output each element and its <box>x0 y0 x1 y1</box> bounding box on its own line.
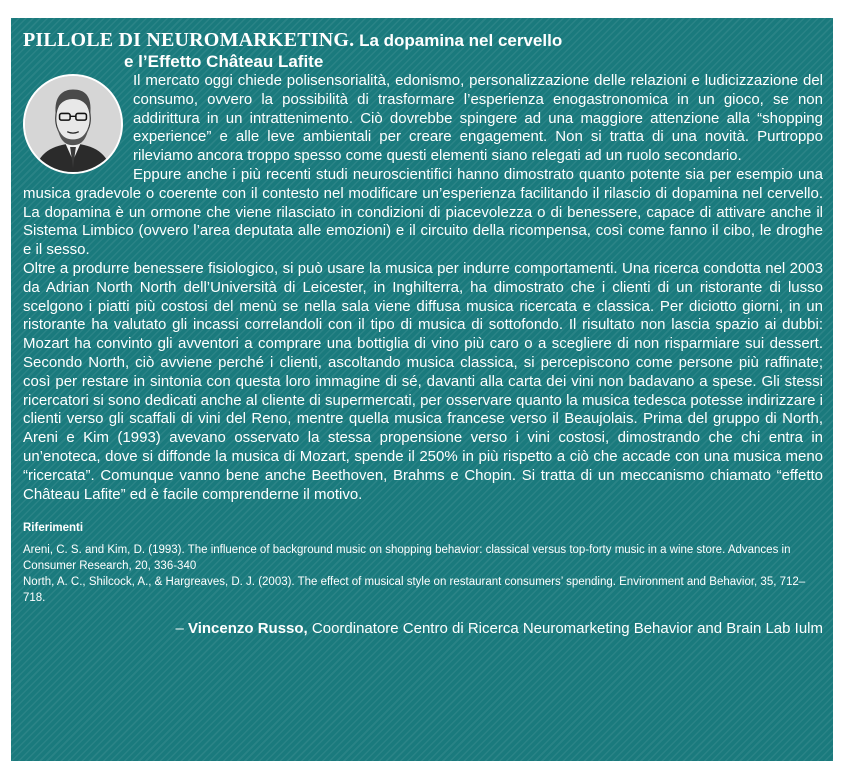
reference-item: Areni, C. S. and Kim, D. (1993). The influence of background music on shopping behavior: classical versus top-forty music in a wine store. Advances in Consumer Research, 20, 336-340 <box>23 544 791 573</box>
article-title <box>23 26 823 72</box>
references-title: Riferimenti <box>23 522 84 535</box>
title-bold: PILLOLE DI NEUROMARKETING. <box>23 29 355 51</box>
reference-item: North, A. C., Shilcock, A., & Hargreaves, D. J. (2003). The effect of musical style on restaurant consumers’ spending. Environment and Behavior, 35, 712–718. <box>23 576 806 605</box>
author-name: Vincenzo Russo, <box>187 620 308 638</box>
references-section <box>23 520 823 606</box>
article-body <box>23 72 823 504</box>
paragraph-1: Il mercato oggi chiede polisensorialità, edonismo, personalizzazione delle relazioni e ludicizzazione del consumo, ovvero la possibilità di trasformare l’esperienza enogastronomica in un gioco, se non addirittura in un intrattenimento. Ciò dovrebbe spingere ad una maggiore attenzione alla “shopping experience” e alle leve ambientali per creare engagement. Non si tratta di una novità. Purtroppo rileviamo ancora troppo spesso come questi elementi siano relegati ad un ruolo secondario. <box>133 72 823 165</box>
author-signature <box>23 620 823 639</box>
article-content <box>23 26 823 639</box>
author-role: Coordinatore Centro di Ricerca Neuromarketing Behavior and Brain Lab Iulm <box>307 620 823 638</box>
article-box <box>11 18 833 761</box>
title-rest: La dopamina nel cervello <box>354 31 563 50</box>
signature-dash: – <box>175 620 188 638</box>
portrait-illustration <box>25 76 121 172</box>
paragraph-3: Oltre a produrre benessere fisiologico, si può usare la musica per indurre comportamenti. Una ricerca condotta nel 2003 da Adrian North North dell’Università di Leicester, in Inghilterra, ha dimostrato che i clienti di un ristorante di lusso scelgono i piatti più costosi del menù se nella sala viene diffusa musica ricercata e classica. Per diciotto giorni, in un ristorante ha valutato gli incassi correlandoli con il tipo di musica di sottofondo. Il risultato non lascia spazio ai dubbi: Mozart ha convinto gli avventori a comprare una bottiglia di vino più caro o a scegliere di non risparmiare sui dessert. Secondo North, ciò avviene perché i clienti, ascoltando musica classica, si percepiscono come persone più raffinate; così per restare in sintonia con questa loro immagine di sé, davanti alla carta dei vini non badavano a spese. Gli stessi ricercatori si sono dedicati anche al cliente di supermercati, per osservare quanto la musica tedesca potesse indirizzare i clienti verso gli scaffali di vini del Reno, mentre quella musica francese verso il Beaujolais. Prima del gruppo di North, Areni e Kim (1993) avevano osservato la stessa propensione verso i vini costosi, dimostrando che chi entra in un’enoteca, dove si diffonde la musica di Mozart, spende il 250% in più rispetto a ciò che accade con una musica meno “ricercata”. Comunque vanno bene anche Beethoven, Brahms e Chopin. Si tratta di un meccanismo chiamato “effetto Château Lafite” ed è facile comprenderne il motivo. <box>23 259 823 503</box>
paragraph-2: Eppure anche i più recenti studi neuroscientifici hanno dimostrato quanto potente sia per esempio una musica gradevole o coerente con il contesto nel modificare un’esperienza facilitando il rilascio di dopamina nel cervello. La dopamina è un ormone che viene rilasciato in condizioni di piacevolezza o di benessere, capace di attivare anche il Sistema Limbico (ovvero l’area deputata alle emozioni) e il circuito della ricompensa, così come fanno il cibo, le droghe e il sesso. <box>23 165 823 259</box>
title-line2: e l’Effetto Château Lafite <box>124 52 324 71</box>
portrait-icon <box>23 74 123 174</box>
